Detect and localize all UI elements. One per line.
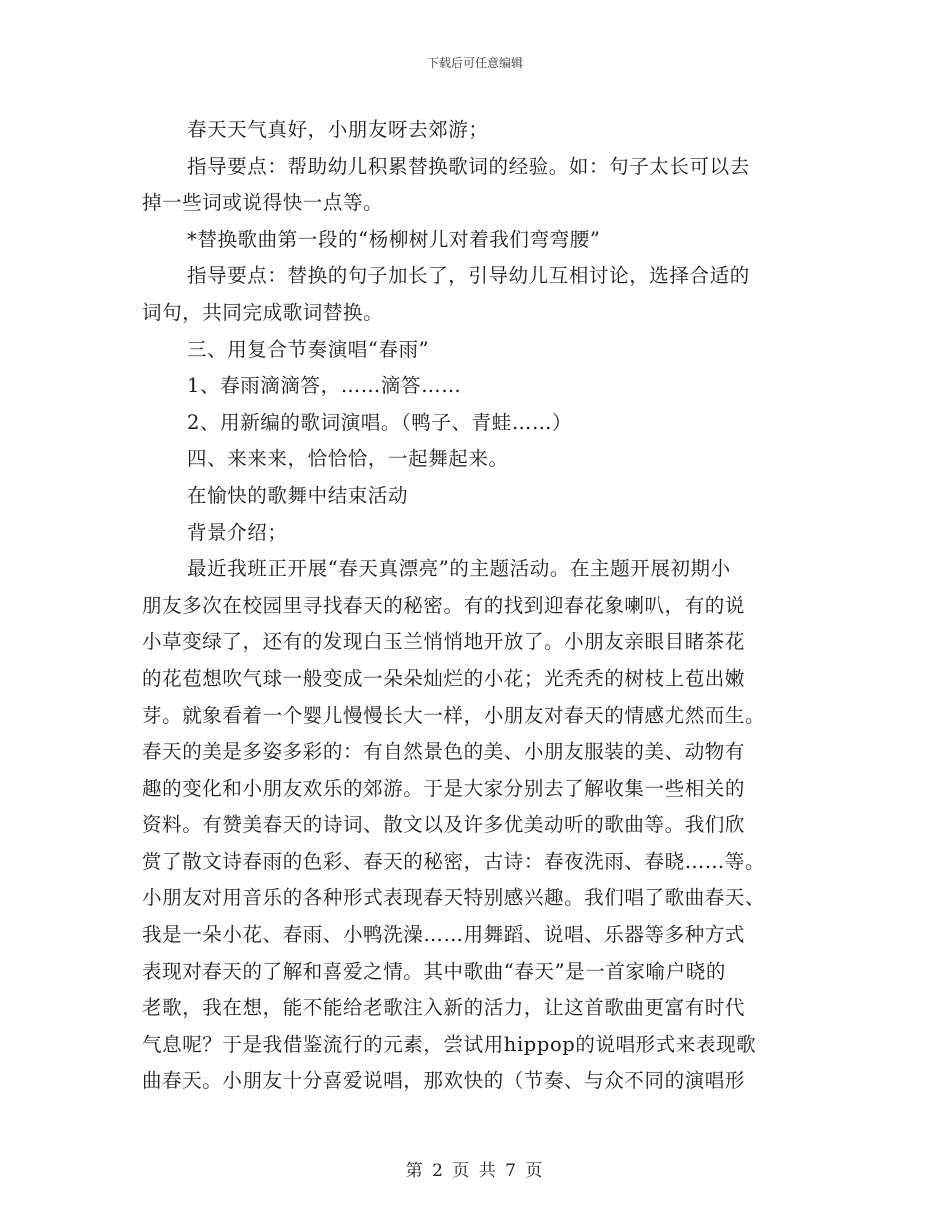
text-line: 词句，共同完成歌词替换。 bbox=[142, 300, 384, 324]
text-line: 表现对春天的了解和喜爱之情。其中歌曲“春天”是一首家喻户晓的 bbox=[142, 959, 726, 983]
text-line: 背景介绍； bbox=[187, 520, 288, 544]
text-line: 小朋友对用音乐的各种形式表现春天特别感兴趣。我们唱了歌曲春天、 bbox=[142, 886, 766, 910]
text-line: 气息呢？于是我借鉴流行的元素，尝试用hippop的说唱形式来表现歌 bbox=[142, 1032, 757, 1056]
text-line: 赏了散文诗春雨的色彩、春天的秘密，古诗：春夜洗雨、春晓……等。 bbox=[142, 849, 766, 873]
text-line: 的花苞想吹气球一般变成一朵朵灿烂的小花；光秃秃的树枝上苞出嫩 bbox=[142, 666, 746, 690]
text-line: 四、来来来，恰恰恰，一起舞起来。 bbox=[187, 447, 509, 471]
text-line: 曲春天。小朋友十分喜爱说唱，那欢快的（节奏、与众不同的演唱形 bbox=[142, 1069, 746, 1093]
document-body bbox=[142, 112, 812, 1100]
page-header-note: 下载后可任意编辑 bbox=[426, 56, 523, 70]
text-line: 春天的美是多姿多彩的：有自然景色的美、小朋友服装的美、动物有 bbox=[142, 740, 746, 764]
text-line: 小草变绿了，还有的发现白玉兰悄悄地开放了。小朋友亲眼目睹茶花 bbox=[142, 630, 746, 654]
text-line: 2、用新编的歌词演唱。（鸭子、青蛙……） bbox=[187, 410, 573, 434]
text-line: *替换歌曲第一段的“杨柳树儿对着我们弯弯腰” bbox=[187, 227, 601, 251]
text-line: 指导要点：帮助幼儿积累替换歌词的经验。如：句子太长可以去 bbox=[187, 154, 750, 178]
page-number: 第 2 页 共 7 页 bbox=[405, 1161, 545, 1181]
text-line: 芽。就象看着一个婴儿慢慢长大一样，小朋友对春天的情感尤然而生。 bbox=[142, 703, 766, 727]
text-line: 趣的变化和小朋友欢乐的郊游。于是大家分别去了解收集一些相关的 bbox=[142, 776, 746, 800]
text-line: 最近我班正开展“春天真漂亮”的主题活动。在主题开展初期小 bbox=[187, 557, 731, 581]
text-line: 在愉快的歌舞中结束活动 bbox=[187, 483, 409, 507]
text-line: 资料。有赞美春天的诗词、散文以及许多优美动听的歌曲等。我们欣 bbox=[142, 813, 746, 837]
text-line: 三、用复合节奏演唱“春雨” bbox=[187, 337, 430, 361]
text-line: 1、春雨滴滴答，……滴答…… bbox=[187, 374, 462, 398]
text-line: 掉一些词或说得快一点等。 bbox=[142, 191, 384, 215]
text-line: 指导要点：替换的句子加长了，引导幼儿互相讨论，选择合适的 bbox=[187, 264, 750, 288]
text-line: 老歌，我在想，能不能给老歌注入新的活力，让这首歌曲更富有时代 bbox=[142, 996, 746, 1020]
text-line: 我是一朵小花、春雨、小鸭洗澡……用舞蹈、说唱、乐器等多种方式 bbox=[142, 923, 746, 947]
text-line: 春天天气真好，小朋友呀去郊游； bbox=[187, 118, 489, 141]
text-line: 朋友多次在校园里寻找春天的秘密。有的找到迎春花象喇叭，有的说 bbox=[142, 593, 746, 617]
